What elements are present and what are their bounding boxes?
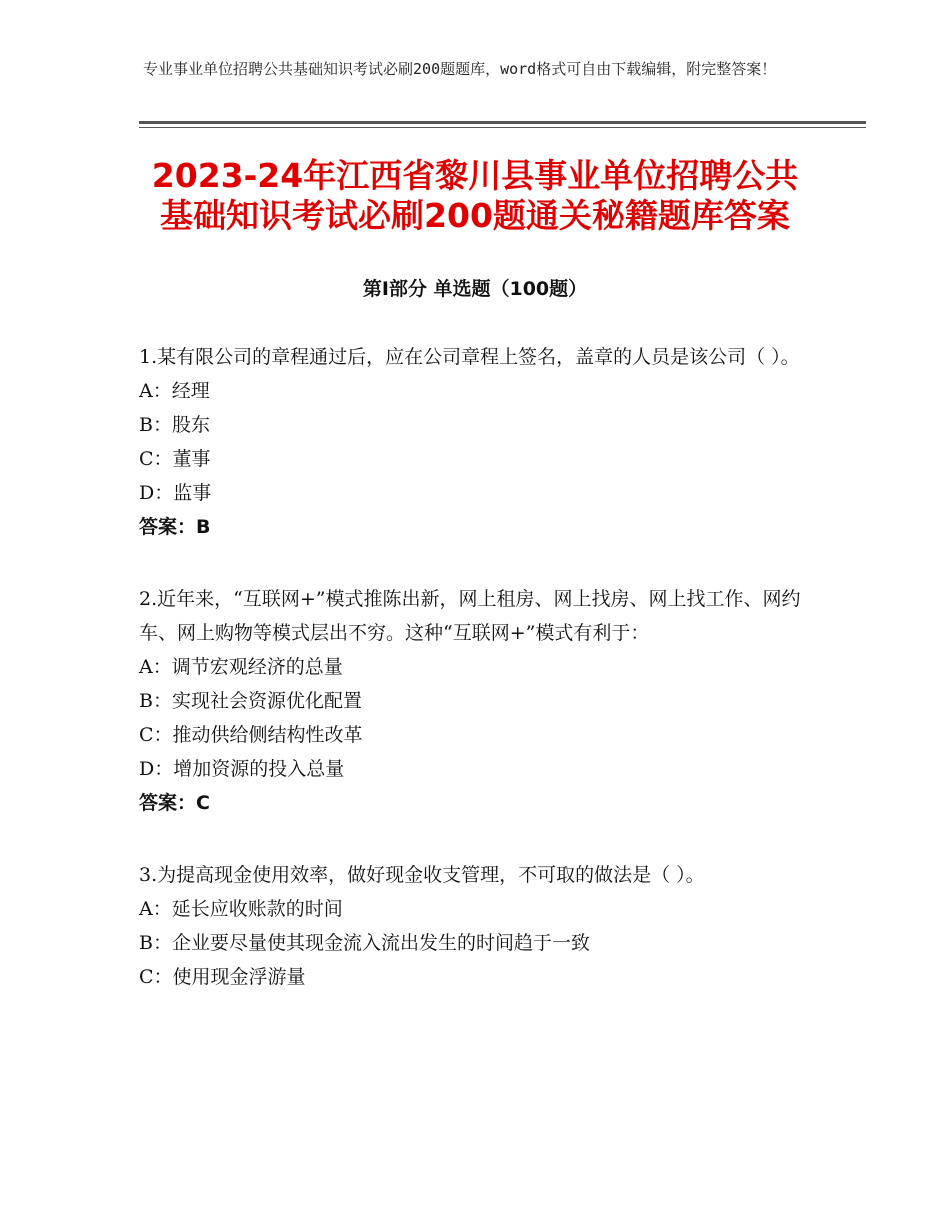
question-list xyxy=(139,340,819,1032)
option-c: C：董事 xyxy=(139,448,211,470)
header-note: 专业事业单位招聘公共基础知识考试必刷200题题库，word格式可自由下载编辑，附完整答案！ xyxy=(143,60,777,78)
option-d: D：监事 xyxy=(139,482,212,504)
header-rule-thick xyxy=(139,121,866,124)
question-3 xyxy=(139,858,819,994)
option-c: C：推动供给侧结构性改革 xyxy=(139,724,363,746)
option-b: B：实现社会资源优化配置 xyxy=(139,690,362,712)
document-title-line-2: 基础知识考试必刷200题通关秘籍题库答案 xyxy=(160,196,790,235)
option-b: B：股东 xyxy=(139,414,210,436)
option-a: A：调节宏观经济的总量 xyxy=(139,656,343,678)
document-title-line-1: 2023-24年江西省黎川县事业单位招聘公共 xyxy=(151,156,799,195)
option-a: A：延长应收账款的时间 xyxy=(139,898,343,920)
option-b: B：企业要尽量使其现金流入流出发生的时间趋于一致 xyxy=(139,932,590,954)
question-1 xyxy=(139,340,819,544)
header-rule-thin xyxy=(139,127,866,128)
question-2 xyxy=(139,582,819,820)
option-d: D：增加资源的投入总量 xyxy=(139,758,345,780)
option-a: A：经理 xyxy=(139,380,210,402)
option-c: C：使用现金浮游量 xyxy=(139,966,306,988)
question-stem: 2.近年来，“互联网+”模式推陈出新，网上租房、网上找房、网上找工作、网约车、网上购物等模式层出不穷。这种“互联网+”模式有利于： xyxy=(139,588,801,644)
question-stem: 3.为提高现金使用效率，做好现金收支管理，不可取的做法是（ ）。 xyxy=(139,864,705,886)
document-title xyxy=(100,156,850,236)
question-stem: 1.某有限公司的章程通过后，应在公司章程上签名，盖章的人员是该公司（ ）。 xyxy=(139,346,800,368)
answer: 答案：C xyxy=(139,792,210,814)
answer: 答案：B xyxy=(139,516,211,538)
section-title: 第Ⅰ部分 单选题（100题） xyxy=(362,278,588,300)
